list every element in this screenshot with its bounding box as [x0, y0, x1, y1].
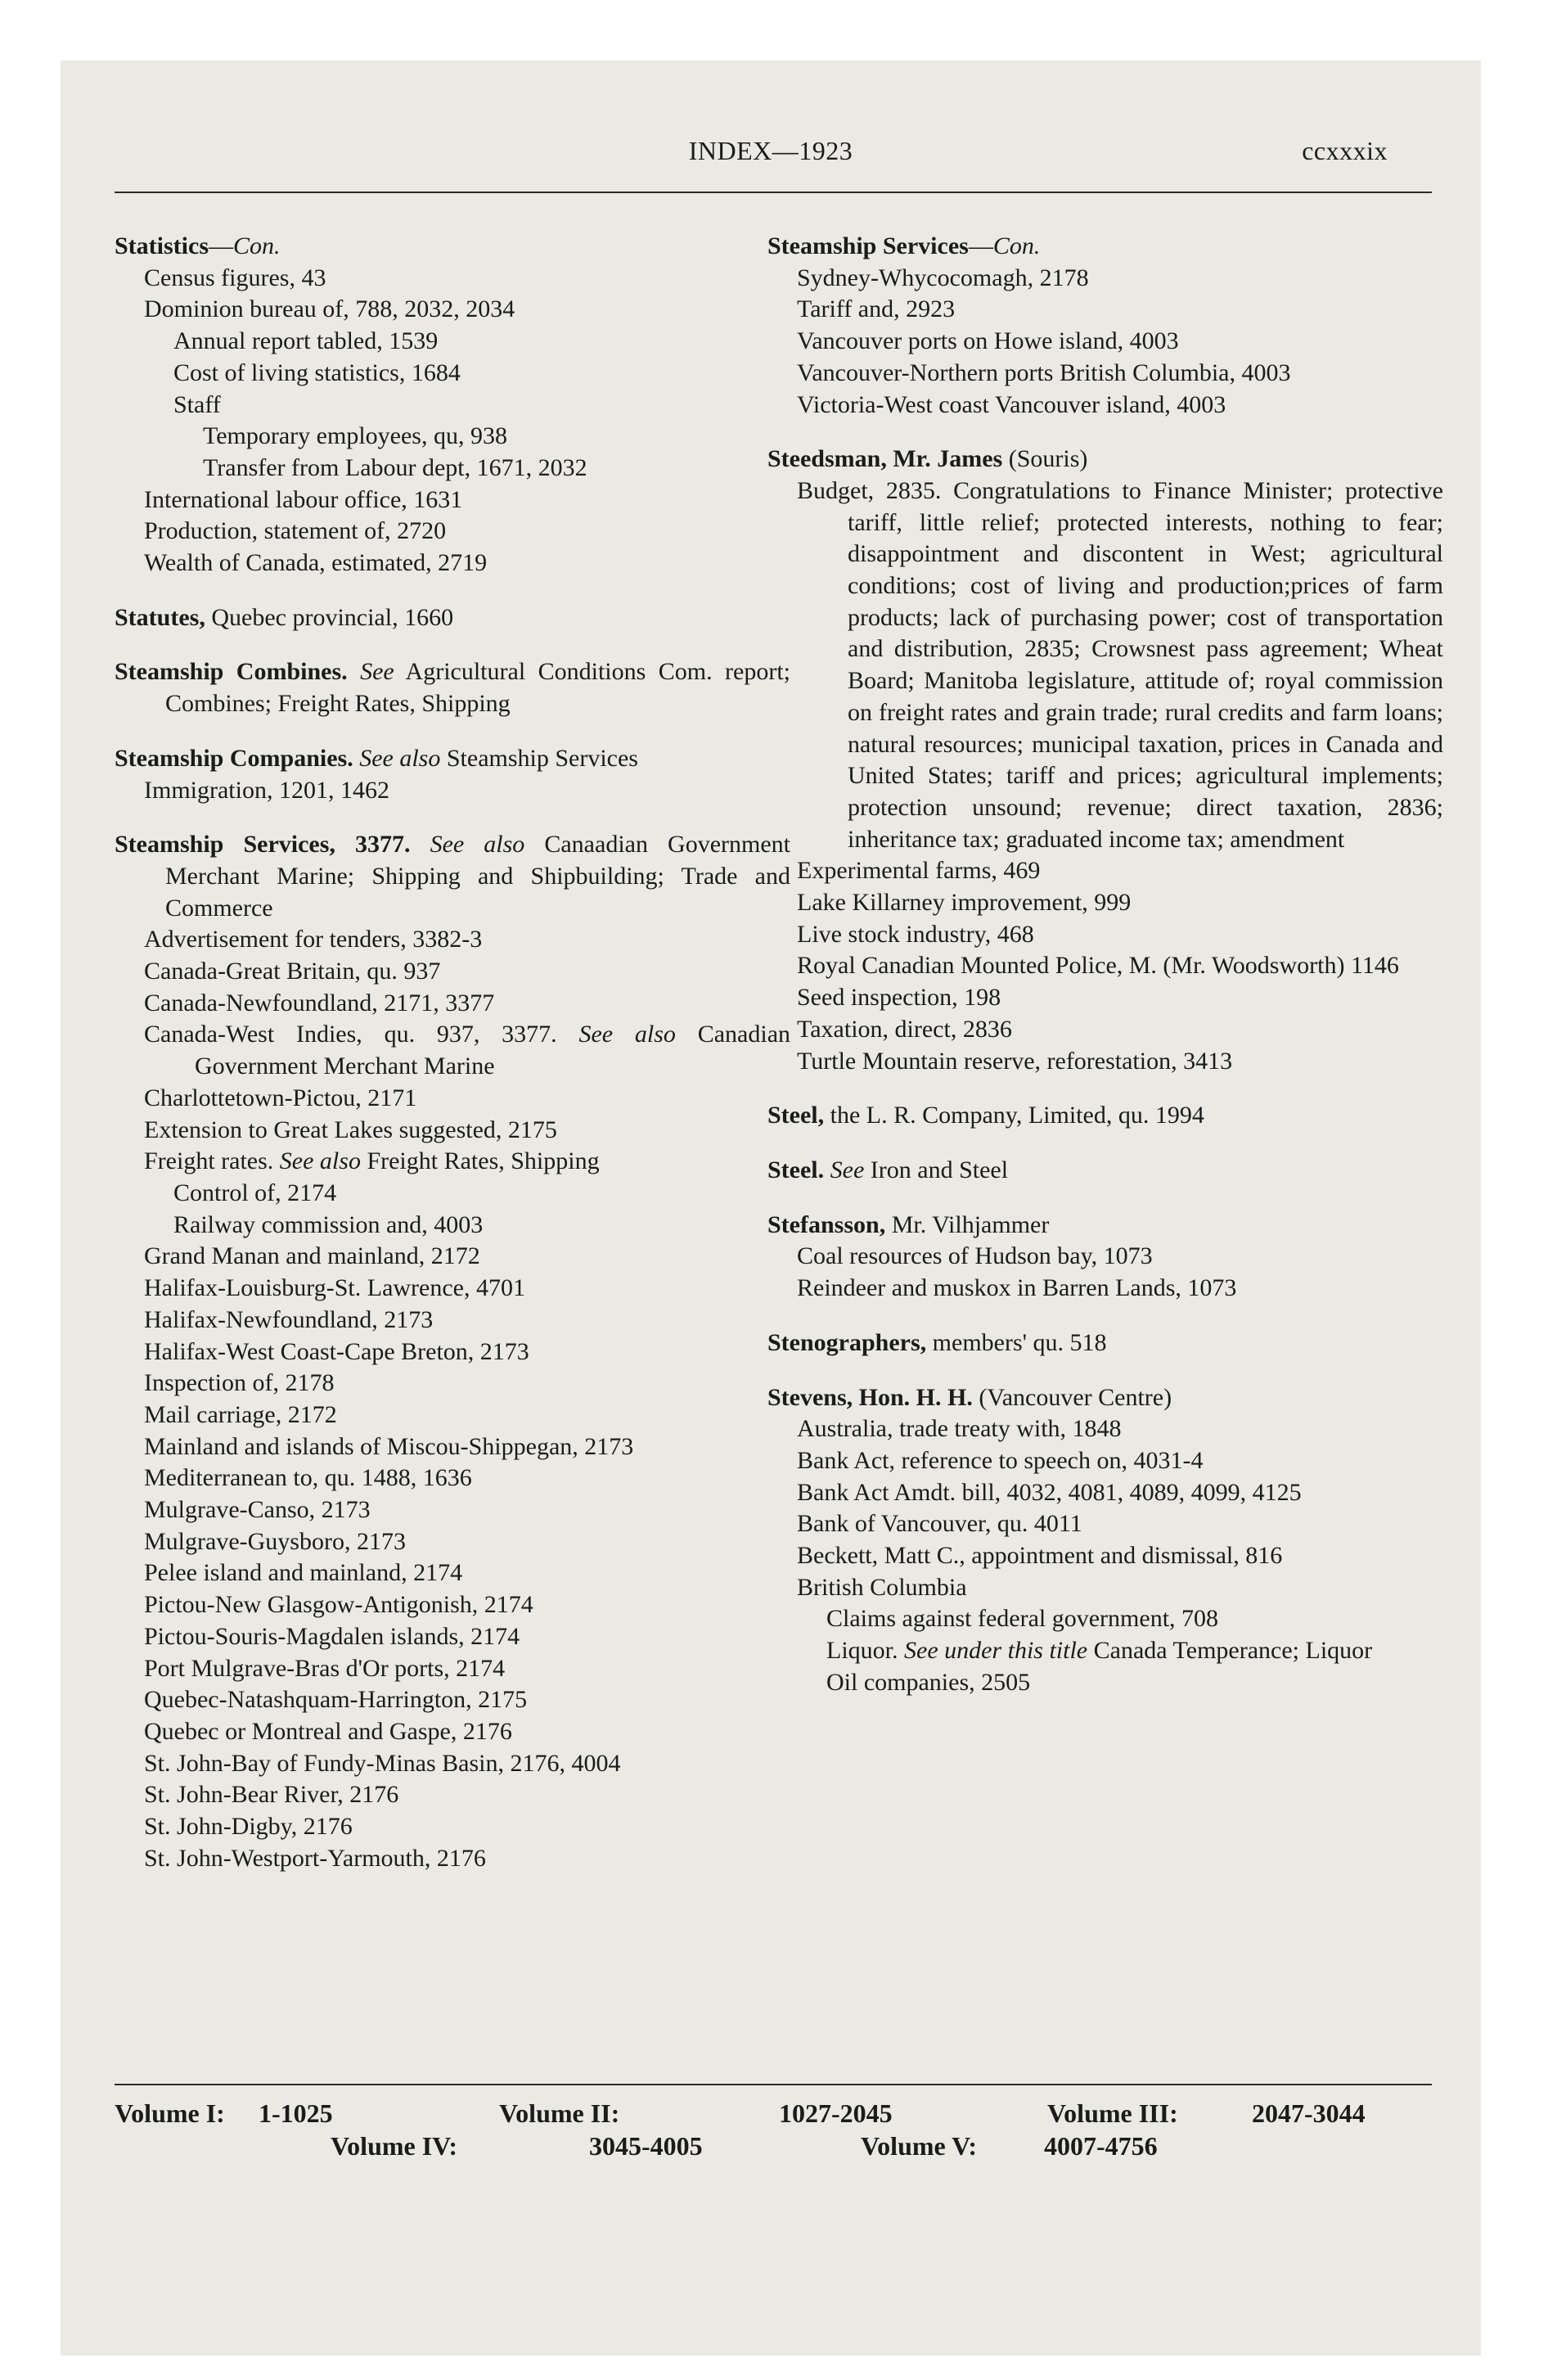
- volume-5-label: Volume V:: [861, 2131, 977, 2161]
- index-subentry: [115, 1811, 790, 1843]
- entry-text: Experimental farms, 469: [797, 857, 1041, 885]
- entry-text: Control of, 2174: [173, 1179, 337, 1206]
- index-subentry: [115, 1779, 790, 1811]
- index-subentry: [767, 390, 1443, 421]
- volume-4-label: Volume IV:: [331, 2131, 457, 2161]
- index-subentry: [115, 1083, 790, 1115]
- entry-text: —: [968, 232, 993, 259]
- index-subentry: [115, 1653, 790, 1685]
- index-subentry: [767, 1603, 1443, 1635]
- index-subentry: [115, 516, 790, 548]
- entry-text: Immigration, 1201, 1462: [144, 776, 389, 804]
- entry-headword: Steel.: [767, 1156, 825, 1183]
- entry-text: Bank Act Amdt. bill, 4032, 4081, 4089, 4099, 4125: [797, 1478, 1302, 1506]
- index-subentry: [115, 548, 790, 579]
- entry-text: Sydney-Whycocomagh, 2178: [797, 264, 1089, 291]
- entry-cross-reference: See also: [279, 1147, 361, 1175]
- footer-rule: [115, 2084, 1432, 2085]
- entry-text: Seed inspection, 198: [797, 984, 1001, 1012]
- entry-text: Bank Act, reference to speech on, 4031-4: [797, 1446, 1204, 1474]
- entry-text: Mediterranean to, qu. 1488, 1636: [144, 1464, 472, 1492]
- index-subentry: [115, 1589, 790, 1621]
- index-subentry: [115, 453, 790, 485]
- index-heading-entry: [767, 1155, 1443, 1187]
- index-subentry: [115, 1621, 790, 1653]
- index-subentry: [767, 1667, 1443, 1699]
- index-subentry: [767, 358, 1443, 390]
- index-page: [61, 61, 1481, 2355]
- entry-text: Grand Manan and mainland, 2172: [144, 1242, 480, 1270]
- index-subentry: [115, 1557, 790, 1589]
- volume-1-label: Volume I:: [115, 2098, 225, 2128]
- index-subentry: [115, 1273, 790, 1305]
- index-subentry: [767, 263, 1443, 295]
- entry-headword: Steamship Services, 3377.: [115, 831, 411, 859]
- volume-2-label: Volume II:: [499, 2098, 620, 2128]
- entry-text: Lake Killarney improvement, 999: [797, 889, 1132, 917]
- entry-cross-reference: See: [830, 1156, 865, 1183]
- entry-text: Dominion bureau of, 788, 2032, 2034: [144, 295, 515, 323]
- entry-text: Inspection of, 2178: [144, 1369, 335, 1397]
- index-subentry: [767, 1477, 1443, 1509]
- index-subentry: [115, 421, 790, 453]
- entry-text: Victoria-West coast Vancouver island, 4003: [797, 390, 1226, 418]
- entry-text: [824, 1156, 830, 1183]
- entry-text: Freight rates.: [144, 1147, 274, 1175]
- entry-text: Budget, 2835. Congratulations to Finance Minister; protective tariff, little relief; protected interests, nothing to fear; disappointment and discontent in West; agricultural conditions; cost of living and production;prices of farm products; lack of purchasing power; cost of transportation and distribution, 2835; Crowsnest pass agreement; Wheat Board; Manitoba legislature, attitude of; royal commission on freight rates and grain trade; rural credits and farm loans; natural resources; municipal taxation, prices in Canada and United States; tariff and prices; agricultural implements; protection unsound; revenue; direct taxation, 2836; inheritance tax; graduated income tax; amendment: [797, 476, 1443, 853]
- index-subentry: [767, 326, 1443, 358]
- index-subentry: [767, 294, 1443, 326]
- index-subentry: [767, 1273, 1443, 1305]
- entry-text: St. John-Digby, 2176: [144, 1813, 353, 1841]
- entry-text: Quebec or Montreal and Gaspe, 2176: [144, 1717, 512, 1745]
- index-heading-entry: [115, 231, 790, 263]
- index-subentry: [115, 1336, 790, 1368]
- index-subentry: [767, 476, 1443, 855]
- entry-headword: Stefansson,: [767, 1210, 886, 1238]
- entry-cross-reference: See also: [578, 1021, 676, 1048]
- index-heading-entry: [767, 231, 1443, 263]
- index-heading-entry: [767, 1382, 1443, 1414]
- index-subentry: [767, 1241, 1443, 1273]
- entry-text: Pictou-New Glasgow-Antigonish, 2174: [144, 1591, 533, 1619]
- entry-text: Mr. Vilhjammer: [885, 1210, 1050, 1238]
- entry-text: Mulgrave-Canso, 2173: [144, 1496, 371, 1524]
- index-subentry: [767, 1572, 1443, 1604]
- entry-text: Pelee island and mainland, 2174: [144, 1559, 463, 1587]
- index-subentry: [115, 1210, 790, 1242]
- entry-text: Advertisement for tenders, 3382-3: [144, 926, 483, 953]
- entry-text: Wealth of Canada, estimated, 2719: [144, 549, 488, 577]
- entry-text: (Vancouver Centre): [972, 1383, 1172, 1411]
- index-subentry: [115, 1146, 790, 1178]
- entry-text: St. John-Westport-Yarmouth, 2176: [144, 1844, 486, 1872]
- entry-cross-reference: Con.: [992, 232, 1041, 259]
- entry-text-continued: Steamship Services: [440, 744, 638, 772]
- entry-text: (Souris): [1002, 445, 1088, 473]
- entry-text: —: [209, 232, 233, 259]
- entry-text: Halifax-West Coast-Cape Breton, 2173: [144, 1337, 529, 1365]
- entry-text: Turtle Mountain reserve, reforestation, 3413: [797, 1047, 1233, 1075]
- index-subentry: [115, 294, 790, 326]
- entry-text: Pictou-Souris-Magdalen islands, 2174: [144, 1622, 520, 1650]
- entry-text: Live stock industry, 468: [797, 920, 1034, 948]
- index-heading-entry: [115, 829, 790, 924]
- index-subentry: [115, 390, 790, 421]
- index-subentry: [115, 1019, 790, 1082]
- entry-text: the L. R. Company, Limited, qu. 1994: [824, 1102, 1204, 1129]
- entry-text: Liquor.: [826, 1637, 898, 1665]
- entry-text: Bank of Vancouver, qu. 4011: [797, 1510, 1082, 1538]
- index-subentry: [115, 1178, 790, 1210]
- entry-text: Annual report tabled, 1539: [173, 327, 439, 355]
- entry-text: Quebec-Natashquam-Harrington, 2175: [144, 1686, 528, 1714]
- index-heading-entry: [767, 444, 1443, 476]
- entry-cross-reference: See also: [430, 831, 525, 859]
- entry-headword: Steamship Companies.: [115, 744, 353, 772]
- index-subentry: [115, 1431, 790, 1463]
- index-column-right: [767, 231, 1443, 1699]
- entry-text: Halifax-Louisburg-St. Lawrence, 4701: [144, 1274, 525, 1302]
- entry-text: Halifax-Newfoundland, 2173: [144, 1305, 434, 1333]
- header-rule: [115, 192, 1432, 193]
- index-subentry: [115, 1400, 790, 1431]
- index-heading-entry: [767, 1210, 1443, 1242]
- entry-cross-reference: See under this title: [904, 1637, 1088, 1665]
- entry-text: [410, 831, 430, 858]
- entry-text: British Columbia: [797, 1573, 967, 1601]
- entry-text: Quebec provincial, 1660: [205, 603, 454, 631]
- index-subentry: [767, 1508, 1443, 1540]
- entry-text: Oil companies, 2505: [826, 1668, 1031, 1696]
- index-subentry: [115, 956, 790, 988]
- index-subentry: [115, 358, 790, 390]
- entry-text: Royal Canadian Mounted Police, M. (Mr. Woodsworth) 1146: [797, 952, 1399, 980]
- index-heading-entry: [115, 656, 790, 719]
- entry-text: members' qu. 518: [926, 1328, 1107, 1356]
- index-subentry: [767, 1046, 1443, 1078]
- entry-text: Extension to Great Lakes suggested, 2175: [144, 1116, 557, 1143]
- index-subentry: [115, 775, 790, 807]
- page-header: [110, 136, 1432, 185]
- entry-headword: Stevens, Hon. H. H.: [767, 1383, 973, 1411]
- index-subentry: [767, 855, 1443, 887]
- index-subentry: [115, 1843, 790, 1875]
- index-subentry: [115, 326, 790, 358]
- entry-text: Tariff and, 2923: [797, 295, 956, 323]
- index-subentry: [115, 1241, 790, 1273]
- index-heading-entry: [115, 743, 790, 775]
- index-subentry: [767, 1014, 1443, 1046]
- index-subentry: [115, 1716, 790, 1748]
- entry-text: Beckett, Matt C., appointment and dismissal, 816: [797, 1542, 1283, 1570]
- index-subentry: [115, 263, 790, 295]
- entry-text: St. John-Bay of Fundy-Minas Basin, 2176, 4004: [144, 1749, 621, 1777]
- entry-text: Australia, trade treaty with, 1848: [797, 1415, 1122, 1443]
- entry-text-continued: Canada Temperance; Liquor: [1087, 1637, 1373, 1665]
- index-subentry: [767, 1413, 1443, 1445]
- index-subentry: [115, 1115, 790, 1147]
- volume-3-range: 2047-3044: [1252, 2098, 1366, 2128]
- entry-text-continued: Agricultural Conditions Com. report; Combines; Freight Rates, Shipping: [165, 658, 790, 718]
- entry-headword: Statistics: [115, 232, 209, 259]
- entry-text-continued: Freight Rates, Shipping: [360, 1147, 600, 1175]
- entry-text: Canada-West Indies, qu. 937, 3377.: [144, 1021, 557, 1048]
- entry-text: Cost of living statistics, 1684: [173, 358, 461, 386]
- index-subentry: [115, 988, 790, 1020]
- index-subentry: [767, 1445, 1443, 1477]
- entry-text: Mainland and islands of Miscou-Shippegan, 2173: [144, 1432, 634, 1460]
- entry-text: Vancouver ports on Howe island, 4003: [797, 327, 1179, 355]
- entry-headword: Stenographers,: [767, 1328, 927, 1356]
- entry-text: [348, 658, 360, 685]
- index-subentry: [767, 887, 1443, 919]
- volume-5-range: 4007-4756: [1044, 2131, 1158, 2161]
- entry-text: Canada-Great Britain, qu. 937: [144, 958, 441, 985]
- entry-text: Reindeer and muskox in Barren Lands, 1073: [797, 1274, 1237, 1302]
- entry-text-continued: Canaadian Government Merchant Marine; Shipping and Shipbuilding; Trade and Commerce: [165, 831, 790, 922]
- entry-text: Mail carriage, 2172: [144, 1400, 337, 1428]
- index-heading-entry: [767, 1327, 1443, 1359]
- entry-text: Production, statement of, 2720: [144, 517, 447, 545]
- entry-text: Taxation, direct, 2836: [797, 1015, 1012, 1043]
- index-heading-entry: [115, 602, 790, 634]
- entry-text: Temporary employees, qu, 938: [203, 422, 507, 450]
- entry-cross-reference: Con.: [233, 232, 281, 259]
- index-subentry: [115, 1526, 790, 1558]
- entry-headword: Steedsman, Mr. James: [767, 445, 1003, 473]
- index-subentry: [115, 485, 790, 516]
- entry-text: Canada-Newfoundland, 2171, 3377: [144, 989, 495, 1016]
- index-subentry: [115, 1368, 790, 1400]
- index-subentry: [115, 1494, 790, 1526]
- page-title: INDEX—1923: [688, 136, 853, 165]
- entry-text: Vancouver-Northern ports British Columbia, 4003: [797, 358, 1291, 386]
- entry-text: Census figures, 43: [144, 264, 326, 291]
- entry-text: Coal resources of Hudson bay, 1073: [797, 1242, 1153, 1270]
- entry-headword: Steamship Combines.: [115, 658, 348, 686]
- index-subentry: [767, 919, 1443, 951]
- index-heading-entry: [767, 1100, 1443, 1132]
- index-subentry: [115, 1305, 790, 1336]
- entry-cross-reference: See also: [359, 744, 441, 772]
- entry-text: Claims against federal government, 708: [826, 1605, 1219, 1633]
- index-subentry: [767, 982, 1443, 1014]
- entry-text: Mulgrave-Guysboro, 2173: [144, 1527, 406, 1555]
- volume-4-range: 3045-4005: [589, 2131, 703, 2161]
- volume-2-range: 1027-2045: [779, 2098, 893, 2128]
- entry-cross-reference: See: [360, 658, 394, 686]
- entry-text: St. John-Bear River, 2176: [144, 1781, 399, 1809]
- entry-text: International labour office, 1631: [144, 485, 463, 513]
- index-subentry: [767, 950, 1443, 982]
- index-subentry: [115, 1748, 790, 1780]
- entry-text: Port Mulgrave-Bras d'Or ports, 2174: [144, 1654, 506, 1682]
- entry-headword: Statutes,: [115, 603, 205, 631]
- entry-text: Charlottetown-Pictou, 2171: [144, 1084, 417, 1111]
- index-subentry: [115, 1684, 790, 1716]
- entry-text: Railway commission and, 4003: [173, 1210, 484, 1238]
- volume-1-range: 1-1025: [259, 2098, 333, 2128]
- entry-text: Transfer from Labour dept, 1671, 2032: [203, 453, 587, 481]
- index-subentry: [767, 1635, 1443, 1667]
- index-subentry: [115, 1463, 790, 1494]
- entry-headword: Steel,: [767, 1102, 825, 1129]
- entry-text-continued: Iron and Steel: [864, 1156, 1009, 1183]
- entry-text: Staff: [173, 390, 221, 418]
- index-column-left: [115, 231, 790, 1874]
- index-subentry: [115, 924, 790, 956]
- index-subentry: [767, 1540, 1443, 1572]
- volume-3-label: Volume III:: [1047, 2098, 1178, 2128]
- entry-headword: Steamship Services: [767, 232, 969, 259]
- page-number: ccxxxix: [1302, 136, 1388, 165]
- entry-text-continued: Canadian Government Merchant Marine: [195, 1021, 791, 1080]
